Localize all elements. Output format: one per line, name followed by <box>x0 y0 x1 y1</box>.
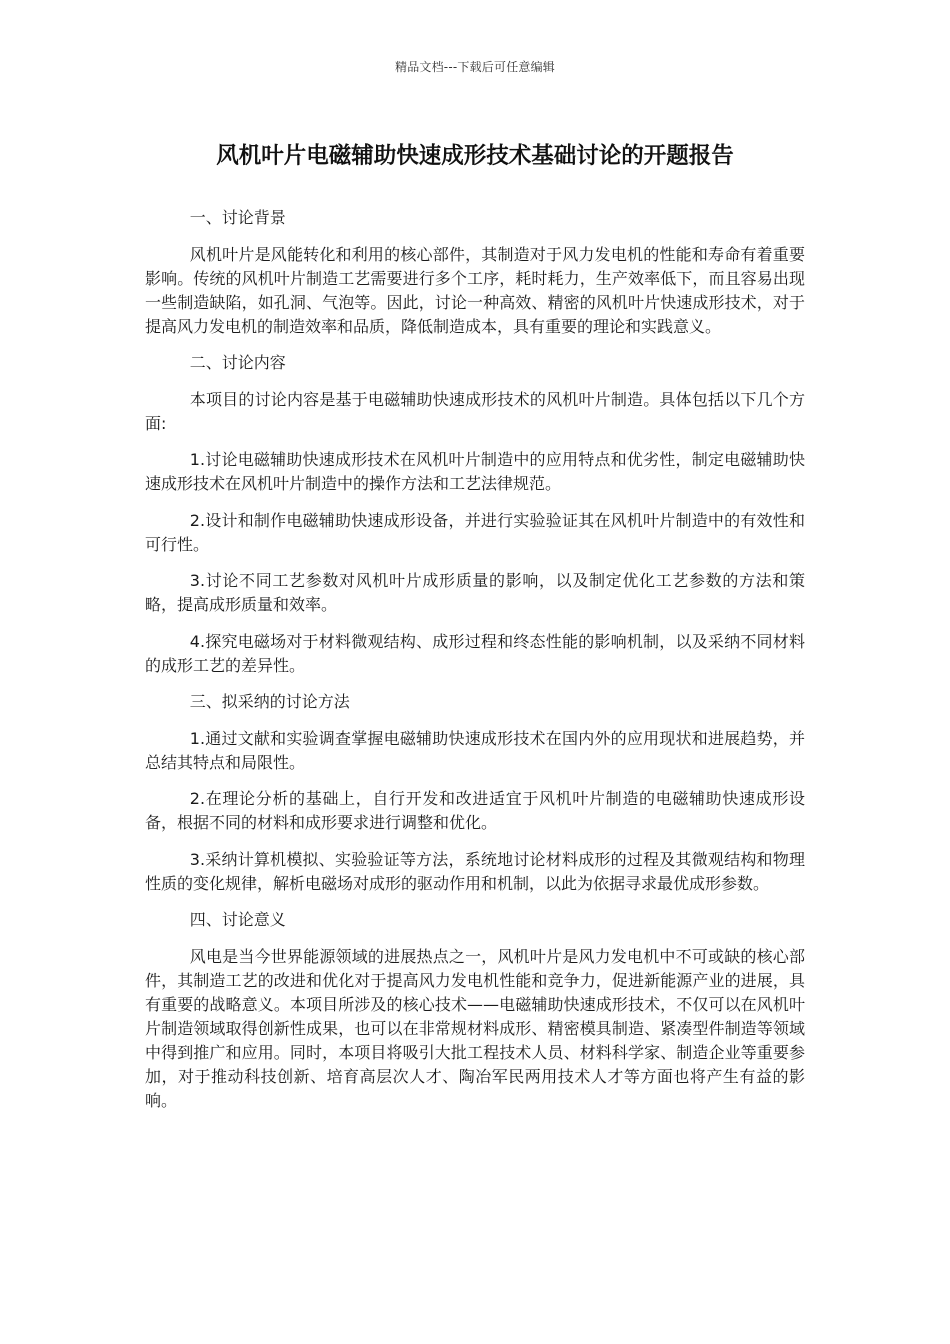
list-item: 1.讨论电磁辅助快速成形技术在风机叶片制造中的应用特点和优劣性，制定电磁辅助快速成形技术在风机叶片制造中的操作方法和工艺法律规范。 <box>145 450 805 493</box>
paragraph: 本项目的讨论内容是基于电磁辅助快速成形技术的风机叶片制造。具体包括以下几个方面: <box>145 389 805 433</box>
list-item: 2.在理论分析的基础上，自行开发和改进适宜于风机叶片制造的电磁辅助快速成形设备，根据不同的材料和成形要求进行调整和优化。 <box>145 789 805 832</box>
header-note: 精品文档---下载后可任意编辑 <box>395 60 555 74</box>
list-item: 1.通过文献和实验调查掌握电磁辅助快速成形技术在国内外的应用现状和进展趋势，并总结其特点和局限性。 <box>145 728 805 772</box>
list-item: 4.探究电磁场对于材料微观结构、成形过程和终态性能的影响机制，以及采纳不同材料的成形工艺的差异性。 <box>145 631 805 675</box>
section-heading-significance: 四、讨论意义 <box>189 910 286 929</box>
document-body <box>145 206 805 1125</box>
list-item: 2.设计和制作电磁辅助快速成形设备，并进行实验验证其在风机叶片制造中的有效性和可行性。 <box>145 510 805 554</box>
document-title: 风机叶片电磁辅助快速成形技术基础讨论的开题报告 <box>216 143 734 169</box>
paragraph: 风机叶片是风能转化和利用的核心部件，其制造对于风力发电机的性能和寿命有着重要影响。传统的风机叶片制造工艺需要进行多个工序，耗时耗力，生产效率低下，而且容易出现一些制造缺陷，如孔洞、气泡等。因此，讨论一种高效、精密的风机叶片快速成形技术，对于提高风力发电机的制造效率和品质，降低制造成本，具有重要的理论和实践意义。 <box>145 244 805 336</box>
list-item: 3.讨论不同工艺参数对风机叶片成形质量的影响，以及制定优化工艺参数的方法和策略，提高成形质量和效率。 <box>145 571 805 614</box>
section-heading-content: 二、讨论内容 <box>189 353 286 372</box>
list-item: 3.采纳计算机模拟、实验验证等方法，系统地讨论材料成形的过程及其微观结构和物理性质的变化规律，解析电磁场对成形的驱动作用和机制，以此为依据寻求最优成形参数。 <box>145 849 805 893</box>
section-heading-background: 一、讨论背景 <box>189 208 286 227</box>
paragraph: 风电是当今世界能源领域的进展热点之一，风机叶片是风力发电机中不可或缺的核心部件，其制造工艺的改进和优化对于提高风力发电机性能和竞争力，促进新能源产业的进展，具有重要的战略意义。本项目所涉及的核心技术——电磁辅助快速成形技术，不仅可以在风机叶片制造领域取得创新性成果，也可以在非常规材料成形、精密模具制造、紧凑型件制造等领域中得到推广和应用。同时，本项目将吸引大批工程技术人员、材料科学家、制造企业等重要参加，对于推动科技创新、培育高层次人才、陶冶军民两用技术人才等方面也将产生有益的影响。 <box>145 946 805 1110</box>
section-heading-methods: 三、拟采纳的讨论方法 <box>189 692 350 711</box>
